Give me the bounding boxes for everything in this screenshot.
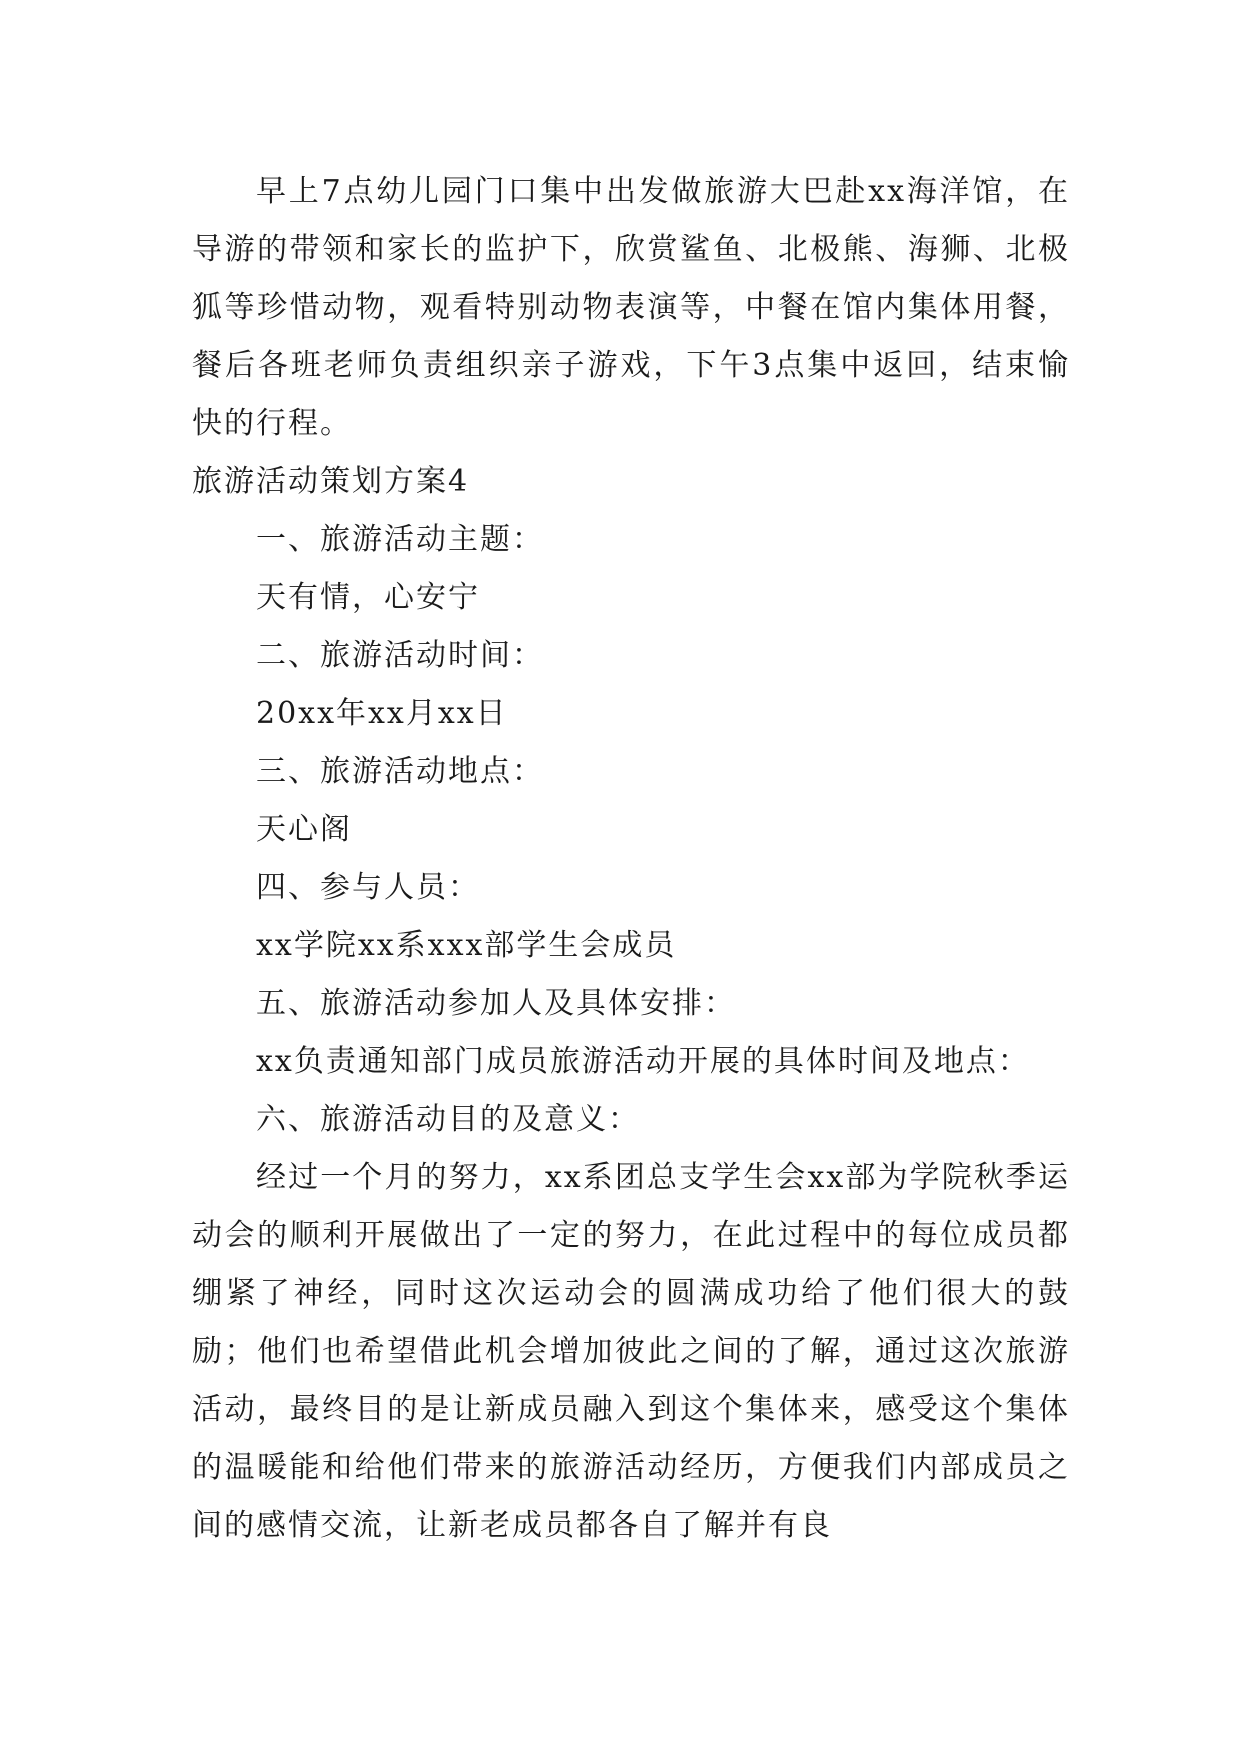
heading-participants: 四、参与人员： — [256, 870, 480, 905]
heading-location: 三、旅游活动地点： — [256, 754, 544, 789]
purpose-paragraph: 经过一个月的努力，xx系团总支学生会xx部为学院秋季运动会的顺利开展做出了一定的努力，在此过程中的每位成员都绷紧了神经，同时这次运动会的圆满成功给了他们很大的鼓励；他们也希望借此机会增加彼此之间的了解，通过这次旅游活动，最终目的是让新成员融入到这个集体来，感受这个集体的温暖能和给他们带来的旅游活动经历，方便我们内部成员之间的感情交流，让新老成员都各自了解并有良 — [192, 1160, 1070, 1543]
value-location: 天心阁 — [256, 812, 352, 847]
value-theme: 天有情，心安宁 — [256, 580, 480, 615]
value-time: 20xx年xx月xx日 — [256, 696, 508, 731]
heading-arrangement: 五、旅游活动参加人及具体安排： — [256, 986, 736, 1021]
section-title: 旅游活动策划方案4 — [192, 464, 470, 499]
value-arrangement: xx负责通知部门成员旅游活动开展的具体时间及地点： — [256, 1044, 1030, 1079]
document-page — [192, 163, 1070, 1555]
value-participants: xx学院xx系xxx部学生会成员 — [256, 928, 677, 963]
intro-paragraph: 早上7点幼儿园门口集中出发做旅游大巴赴xx海洋馆，在导游的带领和家长的监护下，欣赏鲨鱼、北极熊、海狮、北极狐等珍惜动物，观看特别动物表演等，中餐在馆内集体用餐，餐后各班老师负责组织亲子游戏，下午3点集中返回，结束愉快的行程。 — [192, 174, 1070, 441]
heading-time: 二、旅游活动时间： — [256, 638, 544, 673]
heading-theme: 一、旅游活动主题： — [256, 522, 544, 557]
heading-purpose: 六、旅游活动目的及意义： — [256, 1102, 640, 1137]
